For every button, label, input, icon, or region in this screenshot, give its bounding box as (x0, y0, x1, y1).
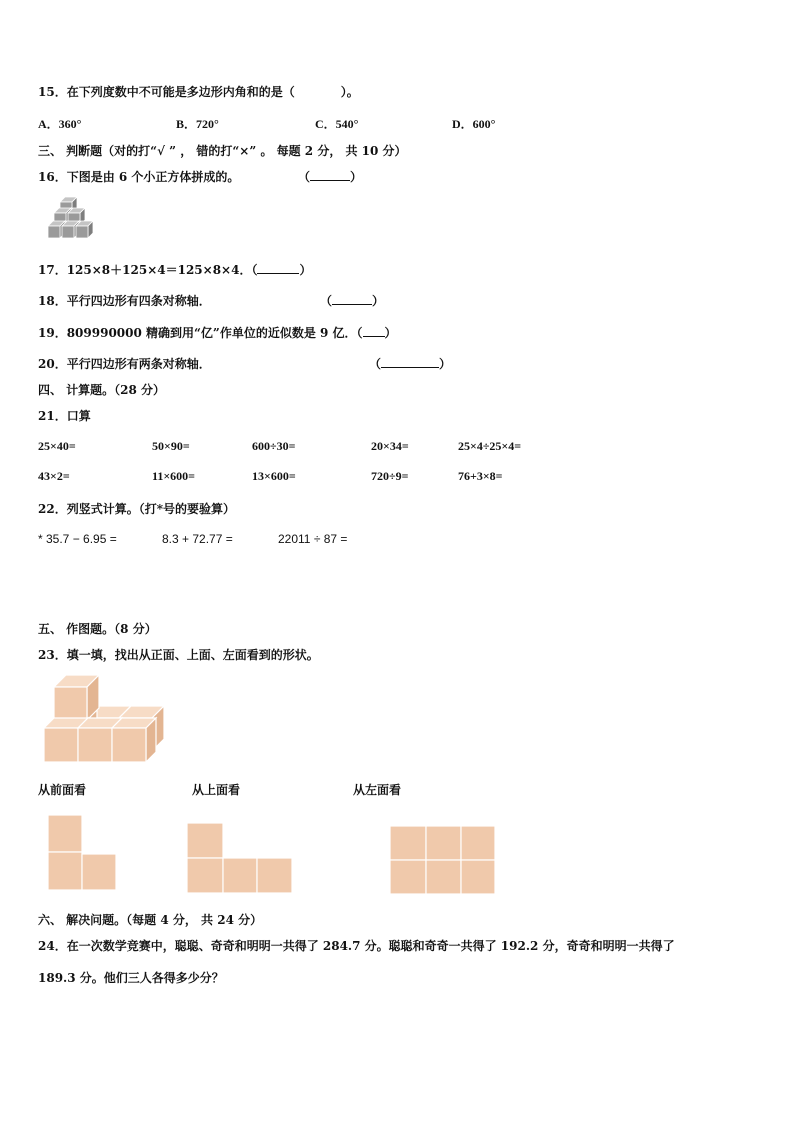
vertical-calc-3: 22011 ÷ 87 = (278, 532, 348, 546)
view-label-left: 从左面看 (353, 783, 402, 797)
q15-option-a: A．360° (38, 117, 82, 131)
q24-line-1: 24．在一次数学竞赛中，聪聪、奇奇和明明一共得了 284.7 分。聪聪和奇奇一共得了 192.2 分，奇奇和明明一共得了 (38, 939, 675, 953)
cube-arrangement-figure (40, 672, 174, 766)
q19-answer-blank[interactable] (363, 324, 385, 337)
vertical-calc-2: 8.3 + 72.77 = (162, 532, 233, 546)
small-cube (76, 221, 93, 238)
section-6-title: 六、 解决问题。（每题 4 分， 共 24 分） (38, 913, 263, 927)
q15-option-d: D．600° (452, 117, 496, 131)
oral-calc-5: 25×4÷25×4= (458, 439, 522, 453)
cube (112, 718, 156, 762)
oral-calc-8: 13×600= (252, 469, 296, 483)
q18-text: 18．平行四边形有四条对称轴． (38, 294, 211, 308)
q22-title: 22．列竖式计算。（打*号的要验算） (38, 502, 235, 516)
oral-calc-2: 50×90= (152, 439, 190, 453)
q16-text: 16．下图是由 6 个小正方体拼成的。 (38, 170, 240, 184)
q21-title: 21．口算 (38, 409, 91, 423)
oral-calc-9: 720÷9= (371, 469, 409, 483)
cube-stack-figure (42, 194, 100, 246)
q17-text: 17．125×8＋125×4＝125×8×4．（ ） (38, 263, 312, 277)
q20-answer-blank[interactable]: （ ） (369, 357, 452, 371)
cube (54, 675, 99, 720)
q24-line-2: 189.3 分。他们三人各得多少分？ (38, 971, 224, 985)
section-4-title: 四、 计算题。（28 分） (38, 383, 166, 397)
q15-option-c: C．540° (315, 117, 359, 131)
oral-calc-4: 20×34= (371, 439, 409, 453)
q17-answer-blank[interactable] (257, 261, 299, 274)
section-3-title: 三、 判断题（对的打“√ ” ， 错的打“×” 。 每题 2 分， 共 10 分） (38, 144, 407, 158)
view-label-top: 从上面看 (192, 783, 241, 797)
oral-calc-10: 76+3×8= (458, 469, 503, 483)
q16-answer-blank[interactable]: （ ） (298, 170, 363, 184)
top-view-figure (186, 822, 294, 894)
q15-option-b: B．720° (176, 117, 219, 131)
view-label-front: 从前面看 (38, 783, 87, 797)
q20-text: 20．平行四边形有两条对称轴． (38, 357, 211, 371)
vertical-calc-1: * 35.7 − 6.95 = (38, 532, 117, 546)
q23-title: 23．填一填，找出从正面、上面、左面看到的形状。 (38, 648, 319, 662)
oral-calc-6: 43×2= (38, 469, 70, 483)
front-view-figure (47, 814, 119, 892)
q19-text: 19．809990000 精确到用“亿”作单位的近似数是 9 亿．（ ） (38, 326, 397, 340)
section-5-title: 五、 作图题。（8 分） (38, 622, 157, 636)
oral-calc-1: 25×40= (38, 439, 76, 453)
q18-answer-blank[interactable]: （ ） (320, 294, 385, 308)
left-view-figure (389, 825, 497, 895)
q15-stem: 15．在下列度数中不可能是多边形内角和的是（ ）。 (38, 85, 359, 99)
oral-calc-7: 11×600= (152, 469, 196, 483)
oral-calc-3: 600÷30= (252, 439, 296, 453)
